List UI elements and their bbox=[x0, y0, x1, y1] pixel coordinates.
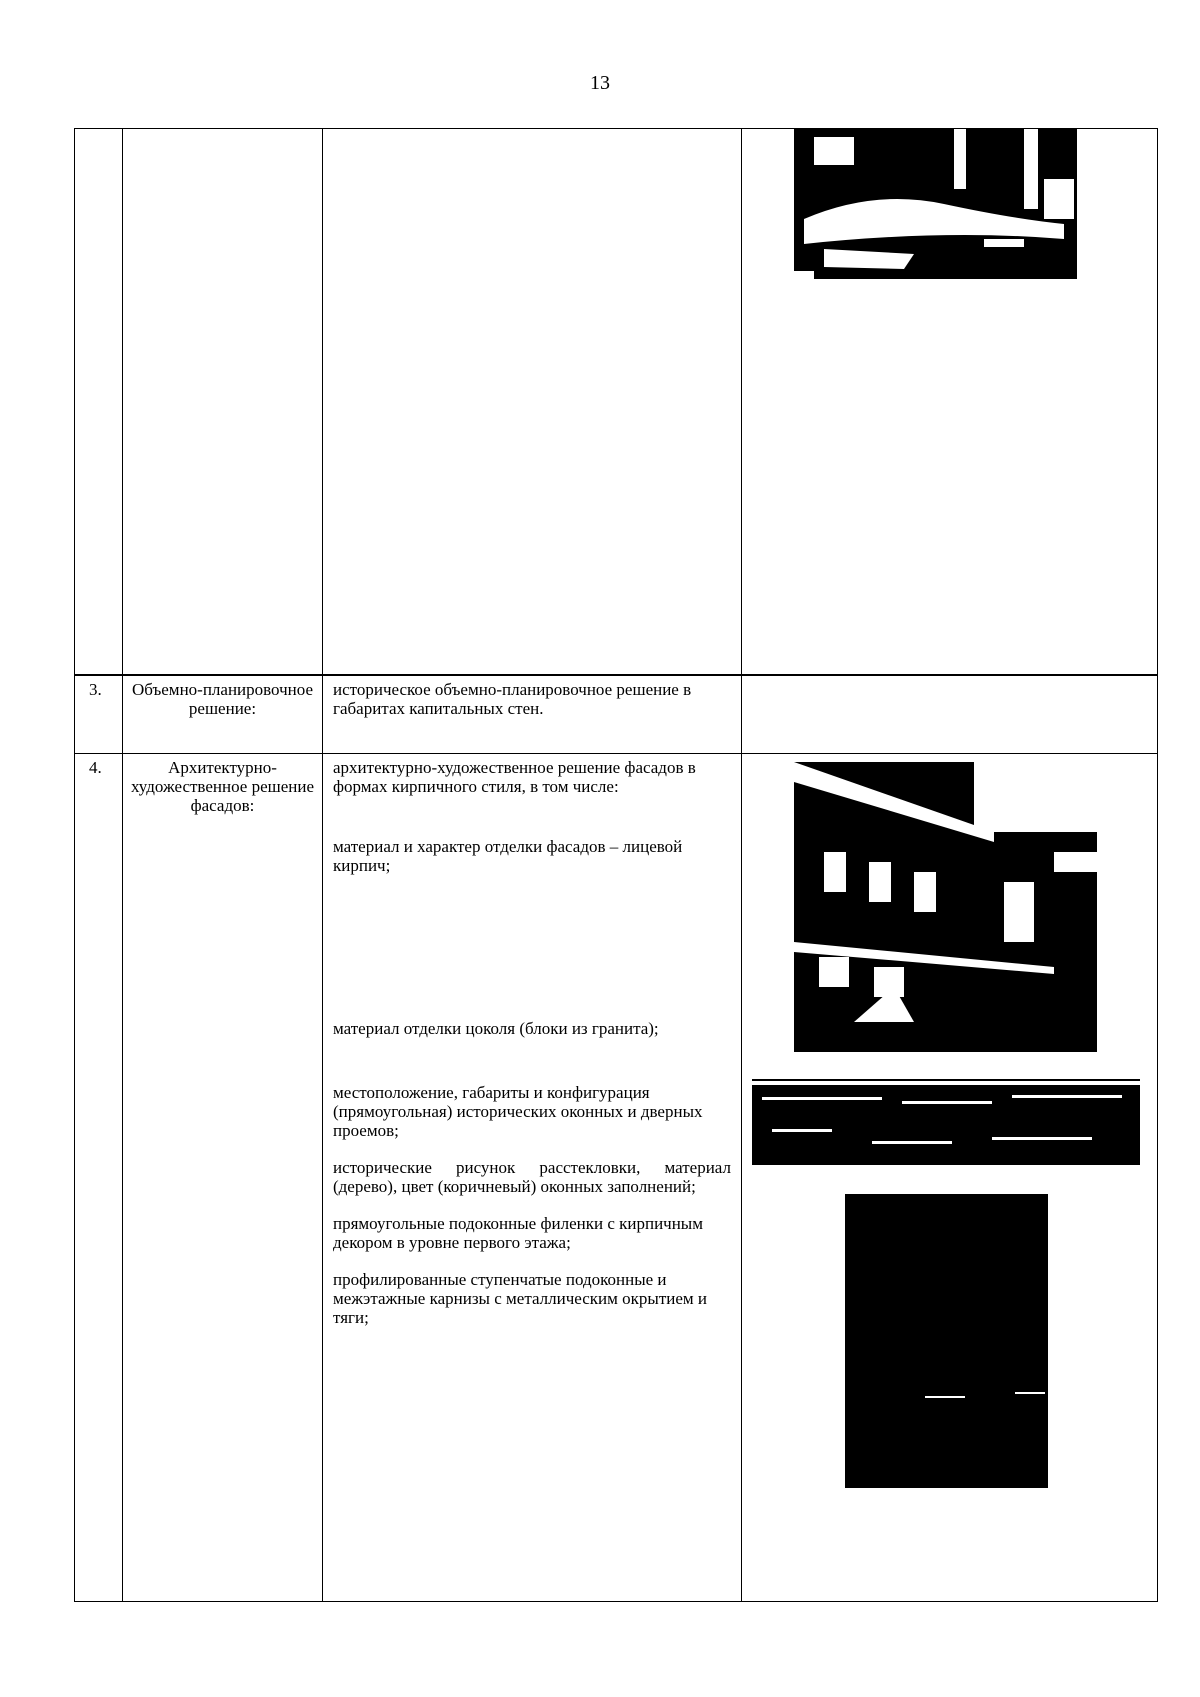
photo-window-icon bbox=[845, 1194, 1048, 1488]
cell-photos bbox=[742, 754, 1158, 1602]
cell-photo-empty bbox=[742, 675, 1158, 754]
table-row-continuation bbox=[75, 129, 1158, 675]
paragraph: исторические рисунок расстекловки, материал (дерево), цвет (коричневый) оконных заполнений; bbox=[333, 1158, 731, 1196]
paragraph: профилированные ступенчатые подоконные и межэтажные карнизы с металлическим окрытием и тяги; bbox=[333, 1270, 707, 1327]
row-number: 3. bbox=[75, 675, 123, 754]
paragraph: прямоугольные подоконные филенки с кирпичным декором в уровне первого этажа; bbox=[333, 1214, 703, 1252]
paragraph: местоположение, габариты и конфигурация (прямоугольная) исторических оконных и дверных проемов; bbox=[333, 1083, 703, 1140]
page-number: 13 bbox=[590, 72, 610, 94]
table-row-4 bbox=[75, 754, 1158, 1602]
objects-table bbox=[74, 128, 1158, 1602]
cell-name-empty bbox=[123, 129, 323, 675]
paragraph: материал отделки цоколя (блоки из гранита); bbox=[333, 1019, 659, 1038]
table-row-3 bbox=[75, 675, 1158, 754]
photo-balcony-icon bbox=[794, 129, 1097, 279]
paragraph: архитектурно-художественное решение фасадов в формах кирпичного стиля, в том числе: bbox=[333, 758, 696, 796]
photo-facade-icon bbox=[794, 762, 1097, 1052]
cell-photo bbox=[742, 129, 1158, 675]
cell-num-empty bbox=[75, 129, 123, 675]
cell-desc-empty bbox=[323, 129, 742, 675]
row-name: Архитектурно-художественное решение фасадов: bbox=[123, 754, 323, 1602]
paragraph: материал и характер отделки фасадов – лицевой кирпич; bbox=[333, 837, 683, 875]
row-description: историческое объемно-планировочное решение в габаритах капитальных стен. bbox=[323, 675, 742, 754]
photo-plinth-icon bbox=[752, 1079, 1140, 1165]
row-name: Объемно-планировочное решение: bbox=[123, 675, 323, 754]
row-description bbox=[323, 754, 742, 1602]
row-number: 4. bbox=[75, 754, 123, 1602]
